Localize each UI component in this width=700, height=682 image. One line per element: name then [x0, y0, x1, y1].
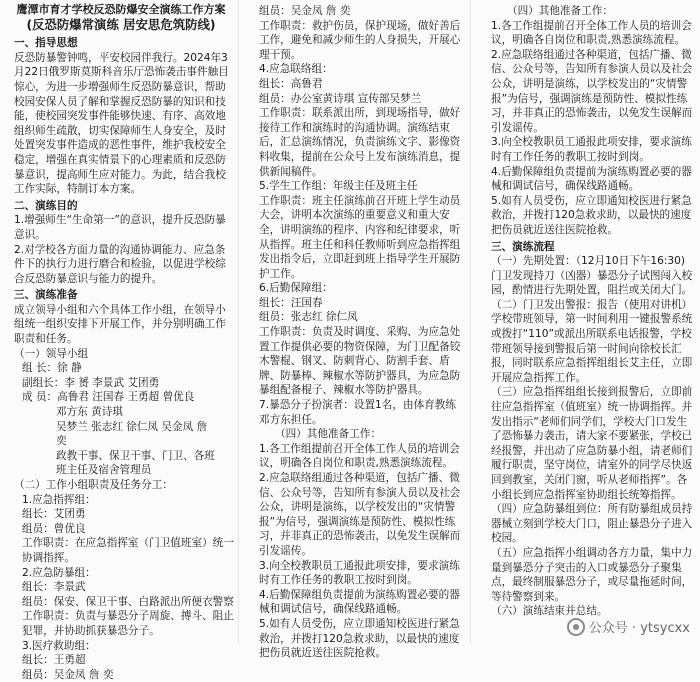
- prep-item: 5.如有人员受伤，应立即通知校医进行紧急救治，并拨打120急救求助，以最快的速度把伤员就近送往医院抢救。: [491, 194, 692, 236]
- group-member-antiriot: 组员：保安、保卫干事、白路派出所便衣警察: [22, 595, 234, 608]
- group-title-medical: 3.医疗救助组：: [22, 639, 96, 652]
- subheading-other-preparation: （四）其他准备工作：: [275, 428, 381, 441]
- wechat-official-account-icon: [567, 618, 585, 636]
- group-member-command: 组员：曾优良: [22, 522, 86, 535]
- leader-members-line: 吴梦兰 张志红 徐仁凤 吴金凤 詹: [56, 420, 208, 433]
- flow-step: （一）先期处置：（12月10日下午16:30)门卫发现持刀（凶器）暴恐分子试图闯入校园，酌情进行先期处置，阻拦或关闭大门。: [491, 255, 693, 297]
- group-duty-medical: 工作职责：救护伤员，保护现场，做好善后工作，避免和减少师生的人身损失，开展心理干预。: [259, 19, 461, 61]
- section-heading-guiding-thought: 一、指导思想: [14, 37, 78, 50]
- group-duty-antiriot: 工作职责：负责与暴恐分子周旋、搏斗、阻止犯罪，并协助抓获暴恐分子。: [22, 610, 234, 637]
- paragraph-preparation-intro: 成立领导小组和六个具体工作小组，在领导小组统一组织安排下开展工作，并分别明确工作职责和任务。: [14, 303, 226, 346]
- flow-step: （六）演练结束并总结。: [491, 605, 608, 618]
- paragraph-guiding-thought: 反恐防暴警钟鸣，平安校园伴我行。2024年3月22日俄罗斯莫斯科音乐厅恐怖袭击事件触目惊心，为进一步增强师生反恐防暴意识，帮助校园安保人员了解和掌握反恐防暴的知识和技能，使校园突发事件能够快速、有序、高效地组织师生疏散，切实保障师生人身安全，及时处置突发事件造成的恶性事件，维护我校安全稳定，增强在真实情景下的心理素质和反恐防暴意识，提高师生应对能力。为此，结合我校工作实际，特制订本方案。: [14, 51, 229, 196]
- group-head-medical: 组长：王勇超: [22, 654, 86, 667]
- section-heading-drill-preparation: 三、演练准备: [14, 289, 78, 302]
- paragraph-purpose-1: 1.增强师生“生命第一”的意识，提升反恐防暴意识。: [14, 214, 226, 241]
- watermark: [567, 617, 690, 636]
- group-title-liaison: 4.应急联络组：: [259, 63, 333, 76]
- watermark-text: 公众号 · ytsycxx: [588, 621, 690, 636]
- prep-item: 1.各工作组提前召开全体工作人员的培训会议，明确各自岗位和职责,熟悉演练流程。: [259, 442, 460, 470]
- prep-item: 4.后勤保障组负责提前为演练购置必要的器械和调试信号，确保线路通畅。: [259, 588, 460, 616]
- group-title-command: 1.应急指挥组：: [22, 493, 96, 506]
- flow-step: （四）应急防暴组到位：所有防暴组成员持器械立刻到学校大门口，阻止暴恐分子进入校园。: [491, 503, 693, 545]
- page-middle-column: [238, 0, 470, 660]
- flow-step: （三）应急指挥组组长接到报警后，立即前往应急指挥室（值班室）统一协调指挥。并发出指示“老师们同学们，学校大门口发生了恐怖暴力袭击，请大家不要紧张，学校已经报警，并出动了应急防暴小组，请老师们履行职责，坚守岗位，请室外的同学尽快返回到教室，关闭门窗，听从老师指挥”。各小组长到应急指挥室协助组长统筹指挥。: [491, 386, 693, 501]
- flow-step: （二）门卫发出警报：报告（使用对讲机）学校带班领导，第一时间利用一键报警系统或拨打“110”或派出所联系电话报警，学校带班领导接到警报后第一时间向徐校长汇报，同时联系应急指挥组组长艾主任，立即开展应急指挥工作。: [491, 298, 693, 384]
- group-member-medical: 组员：吴金凤 詹 奕: [22, 668, 114, 681]
- page-right-column: [470, 0, 700, 642]
- group-member-medical: 组员：吴金凤 詹 奕: [259, 5, 351, 17]
- leader-members-line: 政教干事、保卫干事、门卫、各班: [56, 449, 215, 462]
- terrorist-role-player: 7.暴恐分子扮演者：设置1名，由体育教练邓方东担任。: [259, 399, 456, 426]
- leader-members-line: 班主任及宿舍管理员: [56, 464, 152, 477]
- document-title: 鹰潭市育才学校反恐防爆安全演练工作方案: [16, 3, 226, 16]
- group-head-antiriot: 组长：李景武: [22, 581, 86, 594]
- subheading-other-preparation: （四）其他准备工作：: [507, 5, 613, 17]
- section-heading-drill-flow: 三、演练流程: [491, 240, 555, 253]
- subheading-leadership-group: （一）领导小组: [14, 347, 89, 360]
- prep-item: 4.后勤保障组负责提前为演练购置必要的器械和调试信号，确保线路通畅。: [491, 165, 692, 193]
- group-title-antiriot: 2.应急防暴组：: [22, 566, 96, 579]
- group-duty-liaison: 工作职责：联系派出所，到现场指导，做好接待工作和演练时的沟通协调。演练结束后，汇总演练情况，负责演练文字、影像资料收集，提前在公众号上发布演练消息，提供新闻稿件。: [259, 107, 461, 178]
- leader-members-line: 奕: [56, 435, 67, 448]
- paragraph-purpose-2: 2.对学校各方面力量的沟通协调能力、应急条件下的执行力进行磨合和检验，以促进学校综合反恐防暴意识与能力的提升。: [14, 243, 226, 285]
- section-heading-drill-purpose: 二、演练目的: [14, 199, 78, 212]
- page-left-column: [0, 0, 238, 681]
- flow-step: （五）应急指挥小组调动各方力量，集中力量到暴恐分子突击的入口或暴恐分子聚集点，最终制服暴恐分子，或尽量拖延时间，等待警察到来。: [491, 546, 693, 603]
- group-duty-student-work: 工作职责：班主任演练前召开班上学生动员大会，讲明本次演练的重要意义和重大安全，讲明演练的程序、内容和纪律要求，听从指挥。班主任和科任教师听到应急指挥组发出指令后，立即赶到班上指导学生开展防护工作。: [259, 194, 461, 280]
- leader-head: 组 长：徐 静: [22, 362, 82, 375]
- group-head-logistics: 组长：汪国春: [259, 296, 323, 309]
- group-title-student-work: 5.学生工作组：年级主任及班主任: [259, 180, 418, 193]
- prep-item: 1.各工作组提前召开全体工作人员的培训会议，明确各自岗位和职责,熟悉演练流程。: [491, 19, 692, 47]
- group-member-liaison: 组员：办公室黄诗琪 宣传部吴梦兰: [259, 92, 422, 105]
- leader-members-line: 邓方东 黄诗琪: [56, 406, 123, 419]
- prep-item: 3.向全校教职员工通报此项安排，要求演练时有工作任务的教职工按时到岗。: [259, 559, 460, 587]
- group-member-logistics: 组员：张志红 徐仁凤: [259, 311, 358, 324]
- leader-members-line: 成 员：高鲁君 汪国春 王勇超 曾优良: [22, 391, 195, 404]
- prep-item: 3.向全校教职员工通报此项安排，要求演练时有工作任务的教职工按时到岗。: [491, 136, 692, 163]
- group-duty-logistics: 工作职责：负责及时调度、采购、为应急处置工作提供必要的物资保障，为门卫配备铰木警棍、钢叉、防刺背心、防割手套、盾牌、防暴棒、辣椒水等防护器具，为应急防暴组配备棍子、辣椒水等防护器具。: [259, 326, 461, 397]
- prep-item: 2.应急联络组通过各种渠道，包括广播、微信、公众号等，告知所有参演人员以及社会公众，讲明是演练，以学校发出的“灾情警报”为信号，强调演练是预防性、模拟性练习，并非真正的恐怖袭击，以免发生误解而引发谣传。: [491, 48, 693, 134]
- group-head-command: 组长：艾团勇: [22, 508, 86, 521]
- document-subtitle: (反恐防爆常演练 居安思危筑防线): [26, 16, 216, 32]
- subheading-work-groups: （二）工作小组职责及任务分工：: [14, 479, 173, 491]
- prep-item: 2.应急联络组通过各种渠道，包括广播、微信、公众号等，告知所有参演人员以及社会公众，讲明是演练，以学校发出的“灾情警报”为信号，强调演练是预防性、模拟性练习，并非真正的恐怖袭击，以免发生误解而引发谣传。: [259, 472, 461, 557]
- leader-deputy: 副组长：李 赟 李景武 艾团勇: [22, 376, 160, 389]
- group-head-liaison: 组长：高鲁君: [259, 77, 323, 90]
- group-duty-command: 工作职责：在应急指挥室（门卫值班室）统一协调指挥。: [22, 537, 234, 564]
- group-title-logistics: 6.后勤保障组：: [259, 282, 333, 295]
- prep-item: 5.如有人员受伤，应立即通知校医进行紧急救治，并拨打120急救求助，以最快的速度把伤员就近送往医院抢救。: [259, 617, 460, 660]
